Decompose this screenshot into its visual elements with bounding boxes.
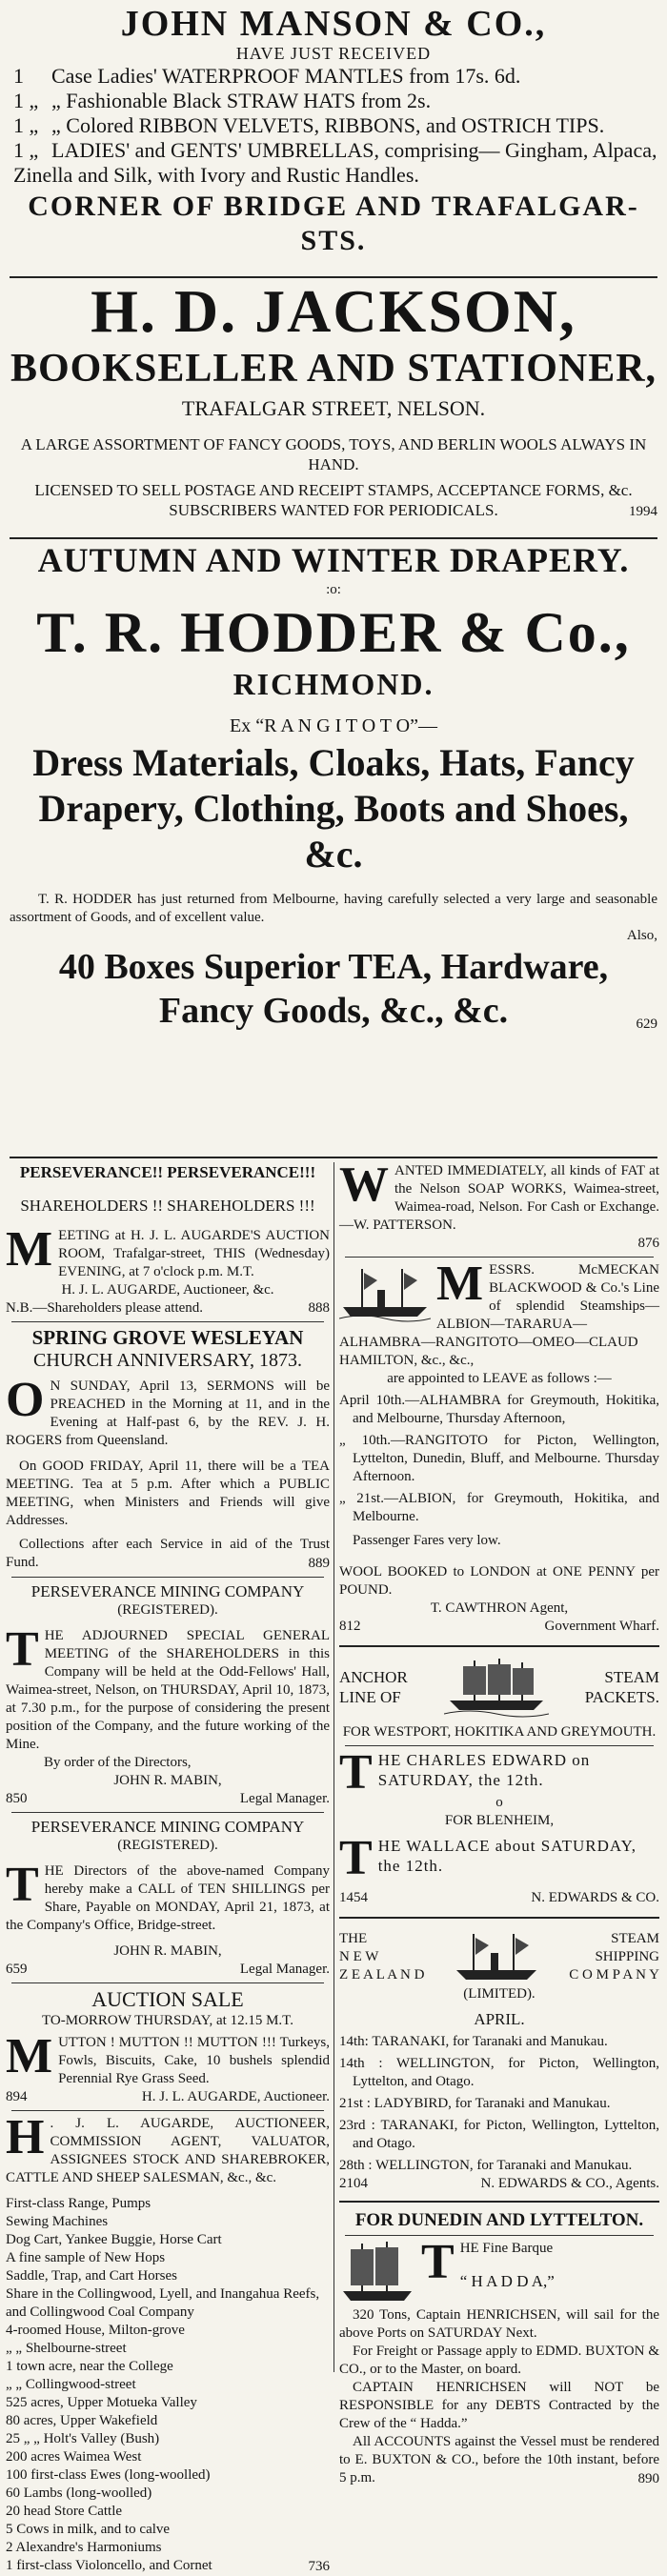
augarde-list-item: 4-roomed House, Milton-grove <box>6 2323 185 2338</box>
steamship-icon <box>453 1928 540 1985</box>
augarde-text: . J. L. AUGARDE, AUCTIONEER, COMMISSION AGENT, VALUATOR, ASSIGNEES STOCK AND SHAREBROKER, CATTLE AND SHEEP SALESMAN, &c., &c. <box>6 2116 330 2185</box>
anchor-right2: PACKETS. <box>584 1688 659 1706</box>
spring-body <box>6 1373 330 1450</box>
jackson-name: H. D. JACKSON, <box>91 277 576 345</box>
nz-right <box>569 1930 659 1984</box>
nz-sailing: 14th: TARANAKI, for Taranaki and Manukau. <box>339 2034 608 2049</box>
augarde-list-item: 25 „ „ Holt's Valley (Bush) <box>6 2431 160 2446</box>
mcmeckan-wharf: Government Wharf. <box>544 1619 659 1634</box>
divider <box>339 1645 659 1647</box>
anchor-header <box>339 1657 659 1718</box>
mining1-head: PERSEVERANCE MINING COMPANY <box>30 1582 305 1600</box>
manson-title: JOHN MANSON & CO., <box>120 4 547 44</box>
auction-ad <box>6 1987 330 2106</box>
anchor-code: 1454 <box>339 1890 368 1905</box>
hodder-town: RICHMOND. <box>232 667 435 701</box>
augarde-list-item: 200 acres Waimea West <box>6 2449 142 2465</box>
mcmeckan-code: 812 <box>339 1619 361 1634</box>
divider <box>11 2110 324 2111</box>
drop-cap: T <box>339 1745 373 1800</box>
hodder-also: Also, <box>626 928 657 943</box>
manson-item <box>13 64 657 89</box>
spring-sub: CHURCH ANNIVERSARY, 1873. <box>33 1350 302 1371</box>
nz-code: 2104 <box>339 2176 368 2191</box>
augarde-list-item: Saddle, Trap, and Cart Horses <box>6 2268 177 2284</box>
manson-item-list <box>10 64 657 188</box>
auction-when: TO-MORROW THURSDAY, at 12.15 M.T. <box>42 2013 293 2028</box>
mcmeckan-sailings <box>339 1392 659 1526</box>
manson-item-text: „ Colored RIBBON VELVETS, RIBBONS, and OSTRICH TIPS. <box>51 113 605 137</box>
perseverance-nb-row <box>6 1299 330 1318</box>
mining1-reg: (REGISTERED). <box>117 1602 218 1618</box>
perseverance-body <box>6 1222 330 1281</box>
jackson-line2: LICENSED TO SELL POSTAGE AND RECEIPT STAMPS, ACCEPTANCE FORMS, &c. SUBSCRIBERS WANTED FOR PERIODICALS. <box>34 481 633 519</box>
perseverance-text: EETING at H. J. L. AUGARDE'S AUCTION ROOM, Trafalgar-street, THIS (Wednesday) EVENING, at 7 o'clock p.m. M.T. <box>58 1228 330 1279</box>
mining-call-ad <box>6 1817 330 1979</box>
sailing-ship-icon <box>444 1657 549 1718</box>
hodder-headline: AUTUMN AND WINTER DRAPERY. <box>37 541 630 579</box>
spring-code: 889 <box>308 1556 330 1571</box>
mining2-text: HE Directors of the above-named Company hereby make a CALL of TEN SHILLINGS per Share, Payable on MONDAY, April 21, 1873, at the Company's Office, Bridge-street. <box>6 1863 330 1933</box>
spring-grove-ad <box>6 1326 330 1573</box>
anchor-left <box>339 1667 408 1707</box>
divider <box>11 1812 324 1813</box>
manson-item <box>13 113 657 138</box>
hadda-ad <box>339 2210 659 2488</box>
augarde-list-item: Share in the Collingwood, Lyell, and Inangahua Reefs, and Collingwood Coal Company <box>6 2286 320 2320</box>
divider <box>339 1917 659 1919</box>
auction-code: 894 <box>6 2089 28 2104</box>
divider <box>10 1157 657 1158</box>
nz-sailing: 14th : WELLINGTON, for Picton, Wellington, Lyttelton, and Otago. <box>339 2056 659 2089</box>
drop-cap: T <box>339 1831 373 1885</box>
nz-r2: SHIPPING <box>595 1948 659 1964</box>
hodder-tea: 40 Boxes Superior TEA, Hardware, Fancy Goods, &c., &c. <box>58 947 609 1031</box>
nz-row <box>339 2175 659 2193</box>
augarde-list-item: 60 Lambs (long-woolled) <box>6 2485 152 2501</box>
augarde-list-item: A fine sample of New Hops <box>6 2250 166 2265</box>
mcmeckan-body <box>339 1257 659 1370</box>
anchor-right <box>585 1667 659 1707</box>
augarde-list-item: 2 Alexandre's Harmoniums <box>6 2540 162 2555</box>
augarde-list-item: 5 Cows in milk, and to calve <box>6 2522 171 2537</box>
hodder-sep: :o: <box>326 582 341 597</box>
drop-cap: O <box>6 1373 45 1427</box>
wanted-body <box>339 1157 659 1235</box>
augarde-list-item: 1 town acre, near the College <box>6 2359 173 2374</box>
augarde-list-item: 100 first-class Ewes (long-woolled) <box>6 2467 211 2483</box>
hodder-name: T. R. HODDER & Co., <box>36 601 631 664</box>
anchor-o: o <box>495 1795 503 1810</box>
manson-item <box>13 89 657 113</box>
perseverance-nb: N.B.—Shareholders please attend. <box>6 1300 204 1316</box>
drop-cap: M <box>6 1222 53 1277</box>
perseverance-head: PERSEVERANCE!! PERSEVERANCE!!! <box>19 1163 316 1181</box>
drop-cap: T <box>421 2235 455 2289</box>
manson-item-qty: 1 <box>13 64 24 88</box>
augarde-list-item: 525 acres, Upper Motueka Valley <box>6 2395 197 2410</box>
anchor-sign: N. EDWARDS & CO. <box>531 1890 659 1905</box>
drop-cap: H <box>6 2110 45 2164</box>
anchor-ship2-text: HE WALLACE about SATURDAY, the 12th. <box>377 1837 637 1875</box>
nz-sailing: 23rd : TARANAKI, for Picton, Wellington, Lyttelton, and Otago. <box>339 2118 659 2151</box>
mining2-sign: JOHN R. MABIN, <box>113 1943 222 1959</box>
anchor-right1: STEAM <box>604 1668 659 1686</box>
spring-head: SPRING GROVE WESLEYAN <box>31 1326 304 1349</box>
drop-cap: T <box>6 1858 39 1912</box>
augarde-list-item: Dog Cart, Yankee Buggie, Horse Cart <box>6 2232 222 2247</box>
nz-r1: STEAM <box>611 1930 659 1946</box>
drop-cap: W <box>339 1157 389 1212</box>
drop-cap: M <box>6 2029 53 2083</box>
mining1-text: HE ADJOURNED SPECIAL GENERAL MEETING of the SHAREHOLDERS in this Company will be held at the Odd-Fellows' Hall, Waimea-street, Nelson, on THURSDAY, April 10, 1873, at 7.30 p.m., for the purpose of considering the present position of the Company, and the future working of the Mine. <box>6 1628 330 1752</box>
mcmeckan-sailing: April 10th.—ALHAMBRA for Greymouth, Hokitika, and Melbourne, Thursday Afternoon, <box>339 1393 659 1426</box>
nz-l3: Z E A L A N D <box>339 1966 425 1982</box>
mining1-row <box>6 1790 330 1808</box>
jackson-trade: BOOKSELLER AND STATIONER, <box>10 347 657 391</box>
manson-item-text: LADIES' and GENTS' UMBRELLAS, comprising— Gingham, Alpaca, Zinella and Silk, with Ivory and Rustic Handles. <box>13 138 657 187</box>
nz-header <box>339 1928 659 1985</box>
nz-r3: C O M P A N Y <box>569 1966 659 1982</box>
manson-item-qty: 1 „ <box>13 113 39 137</box>
jackson-code: 1994 <box>629 504 657 519</box>
augarde-ad <box>6 2110 330 2576</box>
manson-item-text: Case Ladies' WATERPROOF MANTLES from 17s. 6d. <box>51 64 521 88</box>
anchor-left1: ANCHOR <box>339 1668 408 1686</box>
augarde-list <box>6 2195 330 2575</box>
manson-item-text: „ Fashionable Black STRAW HATS from 2s. <box>51 89 432 112</box>
augarde-code: 736 <box>308 2559 330 2574</box>
mcmeckan-fares: Passenger Fares very low. <box>353 1533 501 1548</box>
anchor-left2: LINE OF <box>339 1688 401 1706</box>
mining1-sign: JOHN R. MABIN, <box>113 1773 222 1788</box>
hadda-code: 890 <box>637 2471 659 2486</box>
anchor-ship1-text: HE CHARLES EDWARD on SATURDAY, the 12th. <box>377 1751 591 1789</box>
drop-cap: M <box>436 1257 484 1311</box>
anchor-for: FOR WESTPORT, HOKITIKA AND GREYMOUTH. <box>342 1724 657 1740</box>
hadda-captain: CAPTAIN HENRICHSEN will NOT be RESPONSIBLE for any DEBTS Contracted by the Crew of the “ Hadda.” <box>339 2380 659 2431</box>
perseverance-ad <box>6 1162 330 1318</box>
manson-item-qty: 1 „ <box>13 89 39 112</box>
auction-body <box>6 2029 330 2088</box>
mcmeckan-appointed: are appointed to LEAVE as follows :— <box>387 1371 612 1386</box>
mining2-role: Legal Manager. <box>239 1962 330 1977</box>
divider <box>345 1257 654 1258</box>
wanted-ad <box>339 1157 659 1253</box>
nz-limited: (LIMITED). <box>463 1986 536 2002</box>
mining2-body <box>6 1858 330 1935</box>
mcmeckan-ad <box>339 1257 659 1636</box>
jackson-address: TRAFALGAR STREET, NELSON. <box>181 396 486 420</box>
augarde-list-item: „ „ Shelbourne-street <box>6 2341 127 2356</box>
anchor-blenheim: FOR BLENHEIM, <box>444 1813 555 1828</box>
mining1-body <box>6 1622 330 1754</box>
hodder-returned: T. R. HODDER has just returned from Melbourne, having carefully selected a very large and seasonable assortment of Goods, and of excellent value. <box>10 892 657 925</box>
manson-item-qty: 1 „ <box>13 138 39 162</box>
mining2-head: PERSEVERANCE MINING COMPANY <box>30 1818 305 1836</box>
nz-sailing: 21st : LADYBIRD, for Taranaki and Manukau. <box>339 2096 611 2111</box>
mining-meeting-ad <box>6 1581 330 1808</box>
augarde-list-item: Sewing Machines <box>6 2214 109 2229</box>
nz-left <box>339 1930 424 1984</box>
hadda-head: FOR DUNEDIN AND LYTTELTON. <box>354 2210 644 2230</box>
divider <box>345 1745 654 1746</box>
nz-l2: N E W <box>339 1948 379 1964</box>
anchor-ship1 <box>339 1745 659 1800</box>
augarde-list-item: 80 acres, Upper Wakefield <box>6 2413 158 2428</box>
mining1-role: Legal Manager. <box>239 1791 330 1806</box>
perseverance-sign: H. J. L. AUGARDE, Auctioneer, &c. <box>61 1282 274 1298</box>
auction-text: UTTON ! MUTTON !! MUTTON !!! Turkeys, Fowls, Biscuits, Cake, 10 bushels splendid Perennial Rye Grass Seed. <box>58 2035 330 2086</box>
wanted-text: ANTED IMMEDIATELY, all kinds of FAT at the Nelson SOAP WORKS, Waimea-street, Waimea-road, Nelson. For Cash or Exchange.—W. PATTERSON. <box>339 1163 659 1233</box>
nz-sailing: 28th : WELLINGTON, for Taranaki and Manukau. <box>339 2158 633 2173</box>
mcmeckan-wool: WOOL BOOKED to LONDON at ONE PENNY per POUND. <box>339 1564 659 1598</box>
nz-sign: N. EDWARDS & CO., Agents. <box>480 2176 659 2191</box>
mining2-code: 659 <box>6 1962 28 1977</box>
divider <box>339 2201 659 2203</box>
augarde-body <box>6 2110 330 2187</box>
hadda-freight: For Freight or Passage apply to EDMD. BUXTON & CO., or to the Master, on board. <box>339 2344 659 2377</box>
hadda-body: 320 Tons, Captain HENRICHSEN, will sail for the above Ports on SATURDAY Next. <box>339 2307 659 2341</box>
hadda-accounts: All ACCOUNTS against the Vessel must be rendered to E. BUXTON & CO., before the 10th instant, before 5 p.m. <box>339 2434 659 2485</box>
manson-item <box>13 138 657 188</box>
spring-friday: On GOOD FRIDAY, April 11, there will be a TEA MEETING. Tea at 5 p.m. After which a PUBLIC MEETING, when Ministers and Friends will give Addresses. <box>6 1459 330 1528</box>
mining1-code: 850 <box>6 1791 28 1806</box>
anchor-ship2 <box>339 1831 659 1885</box>
anchor-line-ad <box>339 1657 659 1907</box>
mcmeckan-agent: T. CAWTHRON Agent, <box>430 1600 569 1616</box>
hodder-code: 629 <box>636 1016 657 1032</box>
auction-row <box>6 2088 330 2106</box>
perseverance-sub: SHAREHOLDERS !! SHAREHOLDERS !!! <box>20 1197 315 1215</box>
manson-corner: CORNER OF BRIDGE AND TRAFALGAR-STS. <box>28 191 639 256</box>
hadda-title-block <box>339 2235 659 2291</box>
mining1-order: By order of the Directors, <box>44 1755 192 1770</box>
nz-l1: THE <box>339 1930 368 1946</box>
jackson-line1: A LARGE ASSORTMENT OF FANCY GOODS, TOYS, AND BERLIN WOOLS ALWAYS IN HAND. <box>20 435 647 473</box>
mining2-reg: (REGISTERED). <box>117 1838 218 1853</box>
divider <box>11 1982 324 1983</box>
spring-collections: Collections after each Service in aid of the Trust Fund. <box>6 1537 330 1570</box>
perseverance-code: 888 <box>308 1300 330 1316</box>
divider <box>11 1321 324 1322</box>
hodder-goods: Dress Materials, Cloaks, Hats, Fancy Drapery, Clothing, Boots and Shoes, &c. <box>32 741 635 875</box>
right-column <box>339 1157 659 2488</box>
hadda-title: HE Fine Barque <box>459 2241 554 2256</box>
mcmeckan-sailing: „ 21st.—ALBION, for Greymouth, Hokitika, and Melbourne. <box>339 1491 659 1524</box>
augarde-list-item: „ „ Collingwood-street <box>6 2377 136 2392</box>
mcmeckan-text: ESSRS. McMECKAN BLACKWOOD & Co.'s Line of splendid Steamships— ALBION—TARARUA—ALHAMBRA—RANGITOTO—OMEO—CLAUD HAMILTON, &c., &c., <box>339 1262 659 1368</box>
mining2-row <box>6 1961 330 1979</box>
manson-subtitle: HAVE JUST RECEIVED <box>235 44 432 63</box>
barque-icon <box>339 2240 415 2306</box>
augarde-list-item: 1 first-class Violoncello, and Cornet <box>6 2558 212 2573</box>
hodder-ex: Ex “R A N G I T O T O”— <box>230 715 437 736</box>
left-column <box>6 1162 330 2576</box>
hadda-name: “ H A D D A,” <box>459 2272 555 2290</box>
wanted-code: 876 <box>637 1236 659 1251</box>
manson-ad <box>10 4 657 258</box>
spring-text: N SUNDAY, April 13, SERMONS will be PREACHED in the Morning at 11, and in the Evening at Half-past 6, by the REV. J. H. ROGERS from Queensland. <box>6 1379 330 1448</box>
augarde-list-item: 20 head Store Cattle <box>6 2504 123 2519</box>
jackson-ad <box>10 278 657 521</box>
hodder-ad <box>10 539 657 1034</box>
drop-cap: T <box>6 1622 39 1677</box>
anchor-row <box>339 1889 659 1907</box>
auction-head: AUCTION SALE <box>91 1987 244 2011</box>
mcmeckan-row <box>339 1618 659 1636</box>
augarde-list-item: First-class Range, Pumps <box>6 2196 152 2211</box>
divider <box>11 1577 324 1578</box>
nz-sailings <box>339 2033 659 2175</box>
mcmeckan-sailing: „ 10th.—RANGITOTO for Picton, Wellington, Lyttelton, Dunedin, Bluff, and Melbourne. Thursday Afternoon. <box>339 1433 659 1484</box>
steamship-icon <box>339 1261 431 1322</box>
nz-month: APRIL. <box>474 2010 525 2028</box>
auction-sign: H. J. L. AUGARDE, Auctioneer. <box>141 2089 330 2104</box>
nz-shipping-ad <box>339 1928 659 2193</box>
divider <box>345 2235 654 2236</box>
